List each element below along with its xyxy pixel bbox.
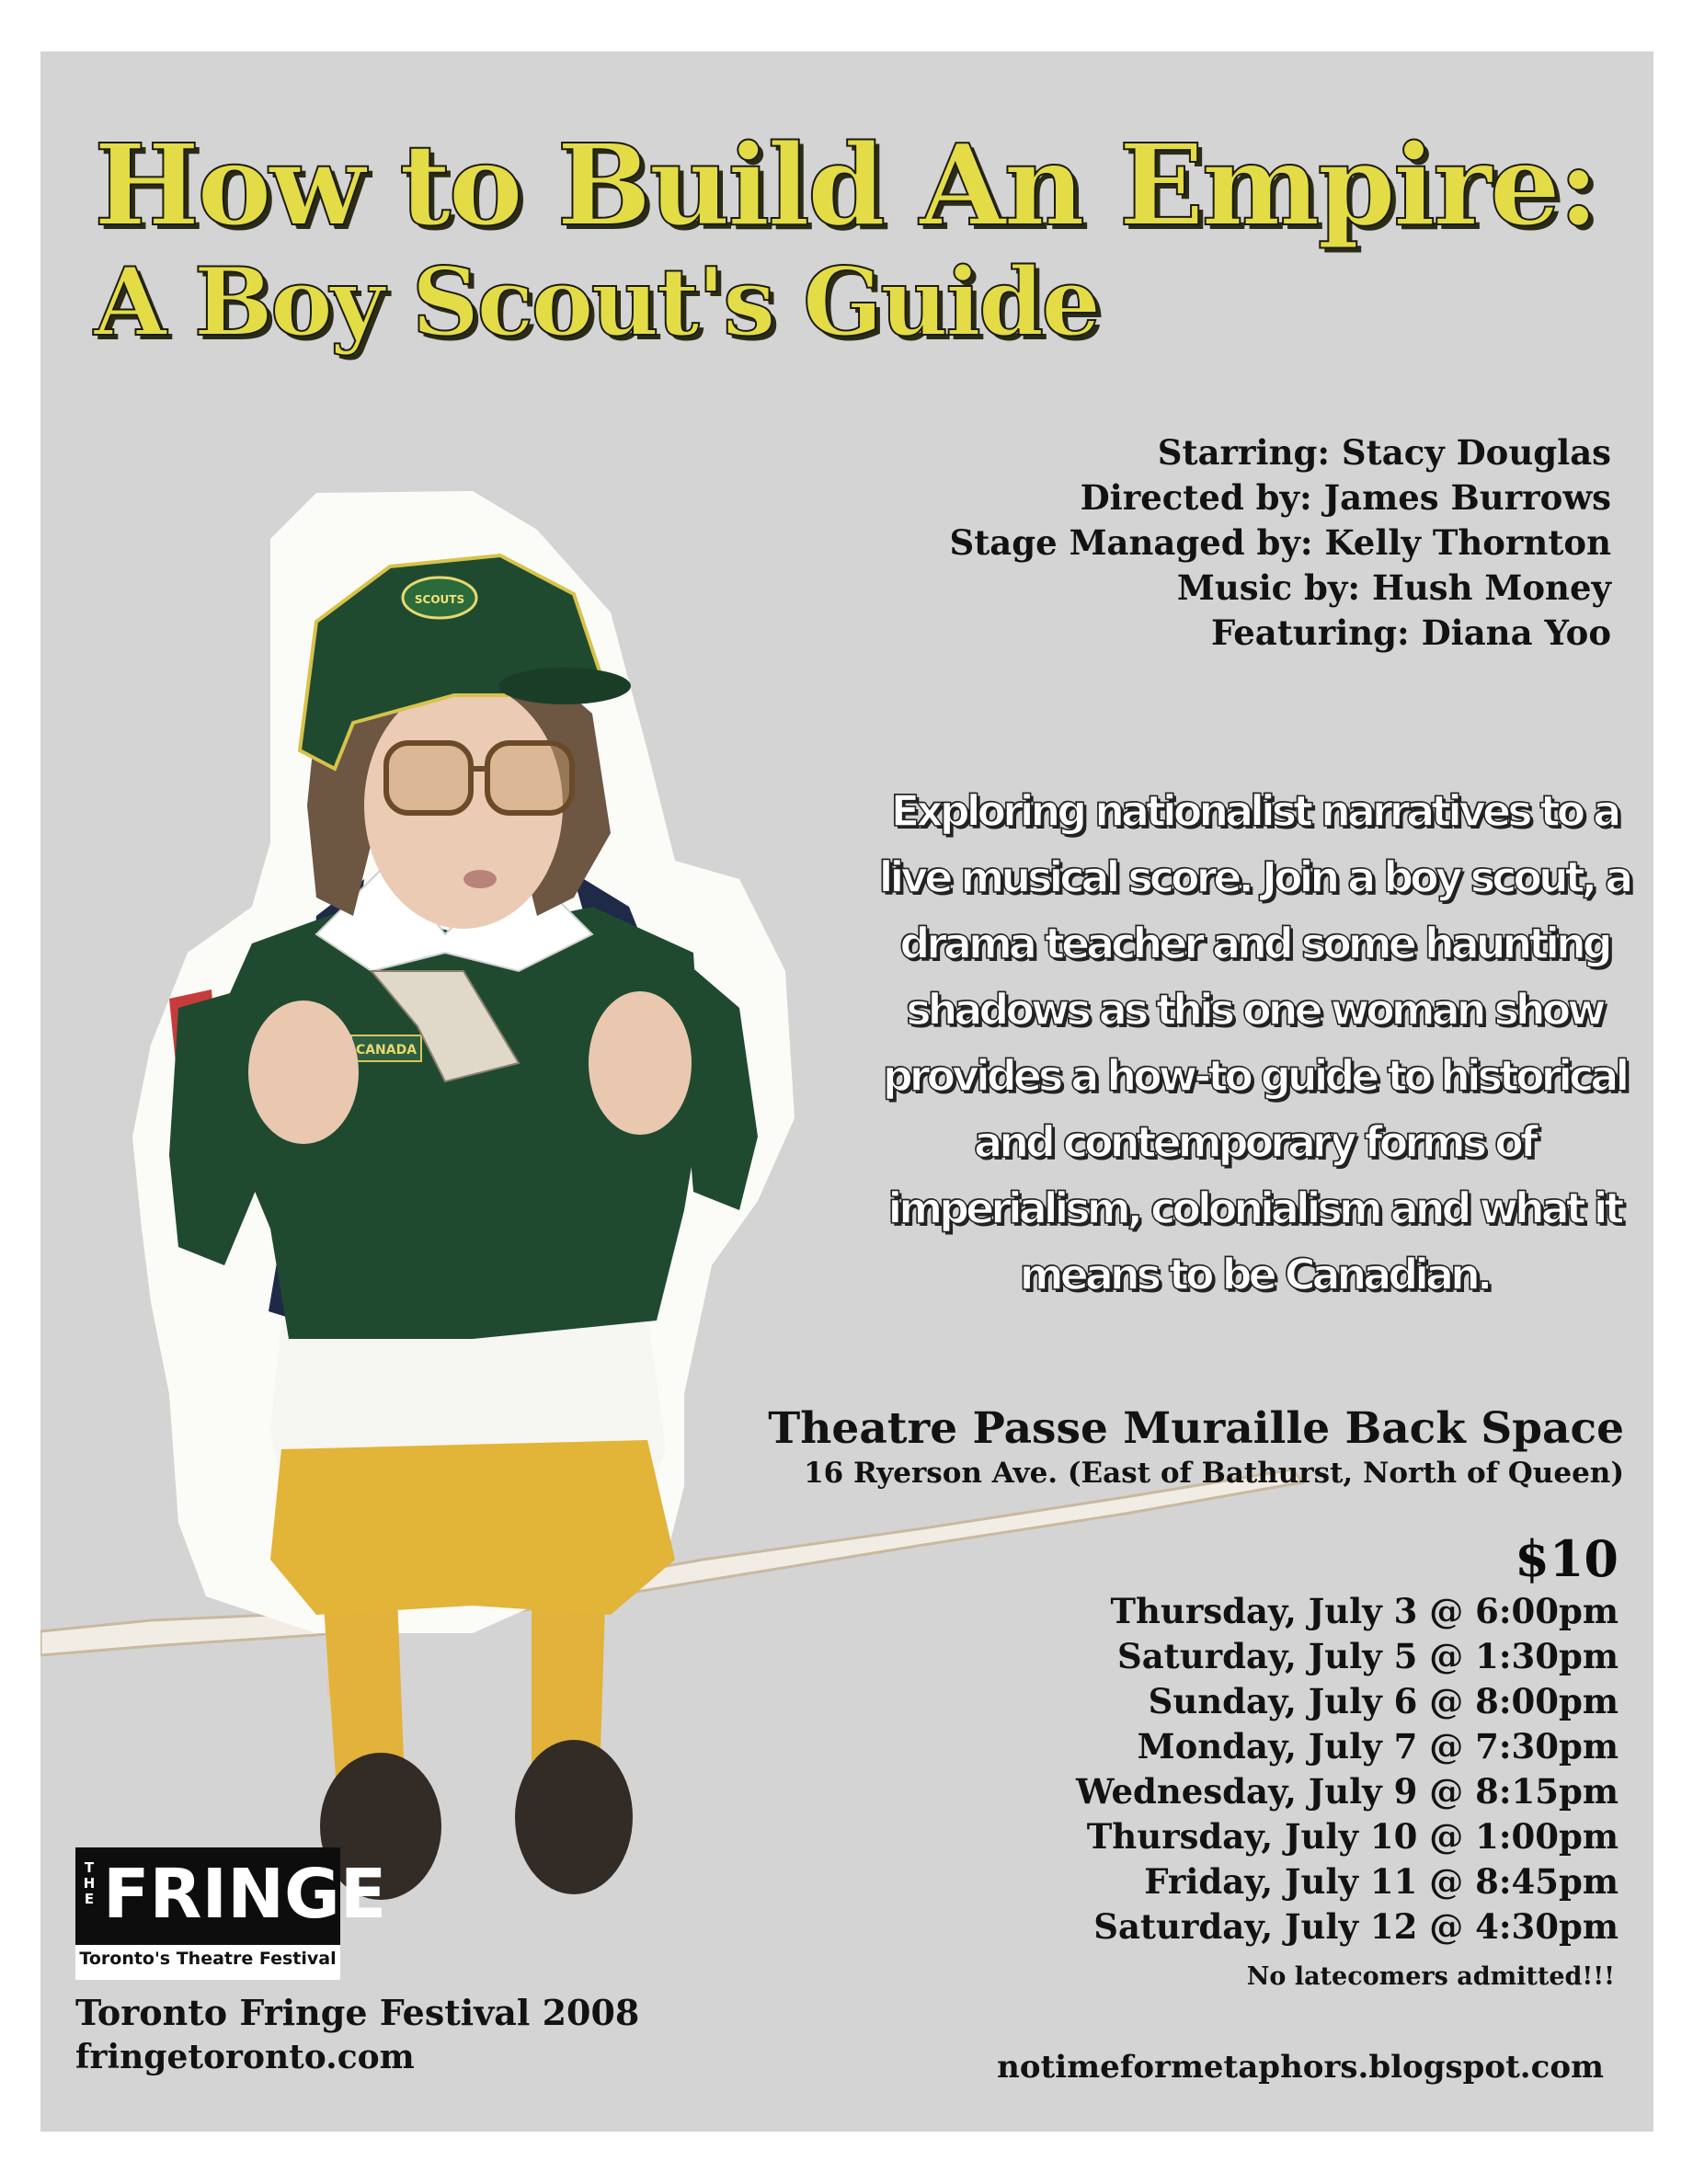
- showtime: Monday, July 7 @ 7:30pm: [1137, 1726, 1619, 1767]
- festival-url[interactable]: fringetoronto.com: [75, 2038, 415, 2076]
- fringe-logo-tagline: Toronto's Theatre Festival: [79, 1949, 337, 1969]
- credit-stage-manager: Stage Managed by: Kelly Thornton: [949, 522, 1611, 563]
- description-line: provides a how-to guide to historical: [882, 1051, 1627, 1101]
- description-line: imperialism, colonialism and what it: [887, 1183, 1621, 1233]
- poster: [40, 51, 1653, 2132]
- showtime: Saturday, July 5 @ 1:30pm: [1116, 1636, 1619, 1676]
- shorts: [270, 1440, 675, 1615]
- fringe-logo-the: T H E: [83, 1859, 96, 1907]
- cap-badge-text: SCOUTS: [414, 593, 465, 606]
- showtime: Friday, July 11 @ 8:45pm: [1144, 1861, 1619, 1902]
- show-description: [859, 778, 1650, 1308]
- blog-url[interactable]: notimeformetaphors.blogspot.com: [997, 2049, 1604, 2086]
- hand-right: [589, 991, 692, 1135]
- fringe-logo-wordmark: FRINGE: [103, 1855, 387, 1934]
- description-line: Exploring nationalist narratives to a: [890, 786, 1619, 836]
- description-line: shadows as this one woman show: [906, 985, 1603, 1035]
- credits-block: [692, 430, 1611, 656]
- glasses-left: [386, 743, 471, 813]
- cap-brim: [498, 668, 631, 704]
- credit-director: Directed by: James Burrows: [1080, 477, 1611, 518]
- venue-name: Theatre Passe Muraille Back Space: [768, 1403, 1624, 1454]
- glasses-right: [487, 743, 572, 813]
- credit-music: Music by: Hush Money: [1176, 567, 1611, 608]
- mouth: [463, 870, 497, 888]
- credit-starring: Starring: Stacy Douglas: [1157, 432, 1611, 473]
- ticket-price: $10: [1515, 1529, 1619, 1588]
- venue-block: [704, 1403, 1624, 1492]
- venue-address: 16 Ryerson Ave. (East of Bathurst, North of Queen): [804, 1457, 1624, 1490]
- description-line: and contemporary forms of: [974, 1117, 1535, 1167]
- showtime: Wednesday, July 9 @ 8:15pm: [1075, 1771, 1619, 1812]
- sweater-badge-text: CANADA: [355, 1043, 418, 1058]
- description-line: live musical score. Join a boy scout, a: [878, 852, 1630, 902]
- festival-name: Toronto Fringe Festival 2008: [75, 1992, 640, 2033]
- showtime: Sunday, July 6 @ 8:00pm: [1148, 1681, 1619, 1721]
- showtimes-list: [699, 1589, 1619, 1950]
- shoe-right: [515, 1740, 633, 1894]
- description-line: drama teacher and some haunting: [899, 919, 1609, 968]
- showtime: Saturday, July 12 @ 4:30pm: [1093, 1906, 1619, 1947]
- title-line-2: A Boy Scout's Guide: [94, 247, 1099, 358]
- hand-left: [248, 1001, 359, 1144]
- latecomers-notice: No latecomers admitted!!!: [1246, 1962, 1615, 1991]
- showtime: Thursday, July 3 @ 6:00pm: [1110, 1591, 1619, 1631]
- fringe-logo: [75, 1847, 387, 1980]
- title-line-1: How to Build An Empire:: [94, 119, 1597, 251]
- credit-featuring: Featuring: Diana Yoo: [1210, 612, 1611, 653]
- showtime: Thursday, July 10 @ 1:00pm: [1086, 1816, 1619, 1857]
- description-line: means to be Canadian.: [1019, 1250, 1490, 1299]
